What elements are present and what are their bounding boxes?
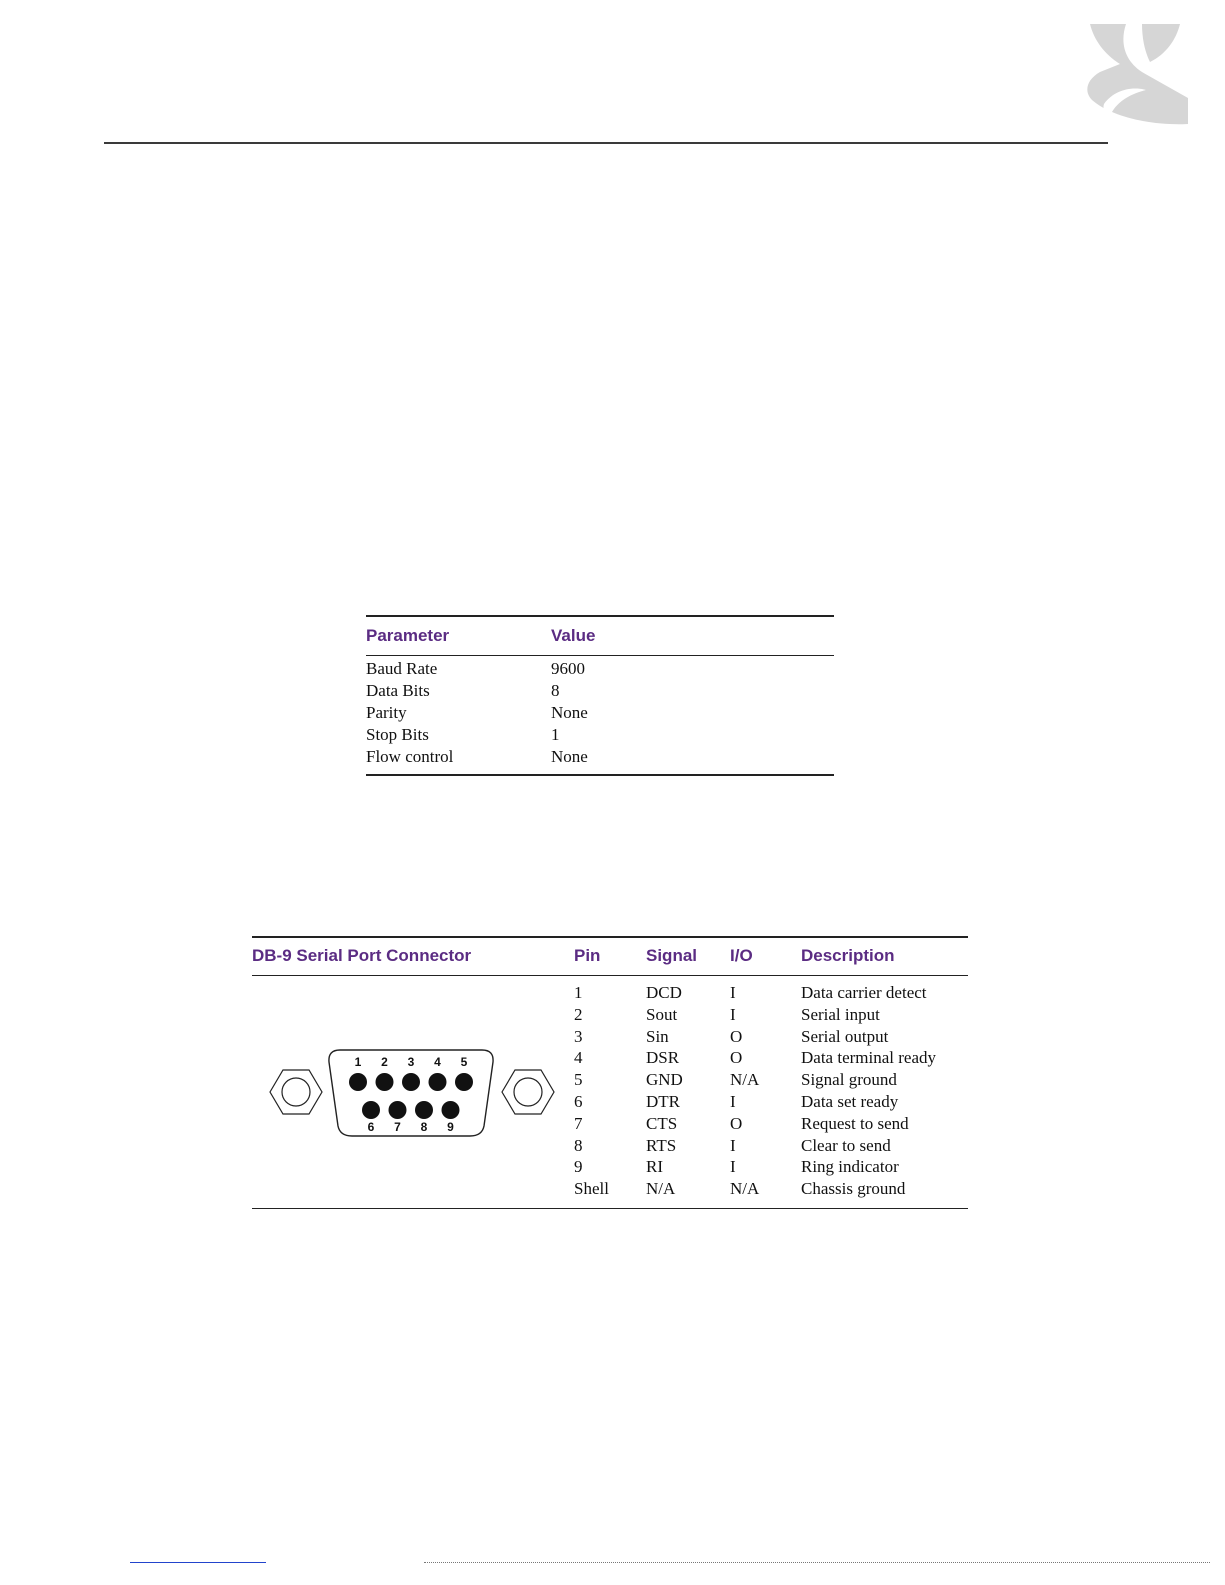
parameter-value: 9600 <box>551 659 585 678</box>
connector-pin-label: 3 <box>407 1055 415 1069</box>
pin-number: 7 <box>574 1113 583 1133</box>
connector-pin <box>415 1101 433 1119</box>
pin-number: 5 <box>574 1070 583 1090</box>
signal-description: Data terminal ready <box>801 1048 936 1068</box>
table-bottom-rule <box>366 774 834 776</box>
connector-pin <box>455 1073 473 1091</box>
db9-connector-icon <box>268 1044 558 1140</box>
signal-description: Clear to send <box>801 1135 891 1155</box>
io-direction: I <box>730 1004 736 1024</box>
connector-pin-label: 1 <box>354 1055 362 1069</box>
signal-name: DSR <box>646 1048 680 1068</box>
io-direction: I <box>730 1135 736 1155</box>
parameter-name: Stop Bits <box>366 725 429 744</box>
io-direction: I <box>730 1091 736 1111</box>
table-header-row <box>366 617 834 655</box>
table-row <box>574 1091 968 1113</box>
io-direction: O <box>730 1113 743 1133</box>
table-header-row <box>252 938 968 975</box>
parameter-value: 1 <box>551 725 560 744</box>
parameter-name: Parity <box>366 703 407 722</box>
signal-name: GND <box>646 1070 683 1090</box>
col-header-signal: Signal <box>646 946 698 965</box>
table-row <box>366 702 834 724</box>
signal-name: Sin <box>646 1026 669 1046</box>
connector-pin <box>349 1073 367 1091</box>
pin-number: 3 <box>574 1026 583 1046</box>
table-bottom-rule <box>252 1208 968 1210</box>
io-direction: O <box>730 1026 743 1046</box>
signal-name: N/A <box>646 1179 676 1199</box>
table-row <box>574 1004 968 1026</box>
db9-pinout-table <box>252 936 968 1209</box>
signal-description: Ring indicator <box>801 1157 899 1177</box>
io-direction: N/A <box>730 1179 760 1199</box>
io-direction: N/A <box>730 1070 760 1090</box>
col-header-connector: DB-9 Serial Port Connector <box>252 946 472 965</box>
signal-description: Serial input <box>801 1004 880 1024</box>
signal-name: RTS <box>646 1135 677 1155</box>
signal-name: RI <box>646 1157 663 1177</box>
parameter-value: None <box>551 747 588 766</box>
parameter-value: None <box>551 703 588 722</box>
io-direction: I <box>730 983 736 1002</box>
connector-pin <box>376 1073 394 1091</box>
signal-description: Chassis ground <box>801 1179 906 1199</box>
table-row <box>574 1113 968 1135</box>
footer-link-underline <box>130 1562 266 1563</box>
connector-pin <box>429 1073 447 1091</box>
io-direction: I <box>730 1157 736 1177</box>
parameter-value: 8 <box>551 681 560 700</box>
connector-pin-label: 4 <box>434 1055 441 1069</box>
pin-number: 8 <box>574 1135 583 1155</box>
table-row <box>574 1047 968 1069</box>
footer-dotted-rule <box>424 1562 1210 1564</box>
connector-pin-label: 8 <box>420 1120 428 1134</box>
col-header-description: Description <box>801 946 895 965</box>
parameter-name: Data Bits <box>366 681 430 700</box>
pin-number: 9 <box>574 1157 583 1177</box>
pin-number: 6 <box>574 1091 583 1111</box>
signal-description: Serial output <box>801 1026 889 1046</box>
connector-pin <box>402 1073 420 1091</box>
brand-logo-icon <box>1080 20 1192 128</box>
connector-pin <box>362 1101 380 1119</box>
col-header-pin: Pin <box>574 946 601 965</box>
table-row <box>574 1178 968 1200</box>
table-row <box>574 982 968 1004</box>
col-header-io: I/O <box>730 946 753 965</box>
col-header-parameter: Parameter <box>366 625 450 645</box>
table-row <box>574 1156 968 1178</box>
connector-pin-label: 6 <box>367 1120 375 1134</box>
connector-pin-label: 5 <box>460 1055 468 1069</box>
table-body <box>366 656 834 774</box>
pin-number: 4 <box>574 1048 583 1068</box>
table-row <box>366 680 834 702</box>
signal-name: DTR <box>646 1091 680 1111</box>
parameter-name: Baud Rate <box>366 659 438 678</box>
header-divider <box>104 142 1108 144</box>
pin-number: Shell <box>574 1179 609 1199</box>
connector-pin-label: 7 <box>394 1120 401 1134</box>
pin-number: 2 <box>574 1004 583 1024</box>
connector-diagram <box>252 982 574 1200</box>
signal-description: Data set ready <box>801 1091 899 1111</box>
signal-description: Signal ground <box>801 1070 897 1090</box>
table-row <box>366 724 834 746</box>
table-row <box>366 658 834 680</box>
table-row <box>574 1135 968 1157</box>
signal-description: Request to send <box>801 1113 909 1133</box>
io-direction: O <box>730 1048 743 1068</box>
connector-pin-label: 9 <box>447 1120 454 1134</box>
signal-description: Data carrier detect <box>801 983 927 1002</box>
connector-pin-label: 2 <box>381 1055 388 1069</box>
connector-pin <box>442 1101 460 1119</box>
serial-settings-table <box>366 615 834 776</box>
table-row <box>366 746 834 768</box>
table-row <box>574 1069 968 1091</box>
connector-pin <box>389 1101 407 1119</box>
pin-number: 1 <box>574 983 583 1002</box>
signal-name: CTS <box>646 1113 678 1133</box>
pinout-rows <box>574 982 968 1200</box>
signal-name: DCD <box>646 983 682 1002</box>
signal-name: Sout <box>646 1004 678 1024</box>
table-row <box>574 1026 968 1048</box>
col-header-value: Value <box>551 625 596 645</box>
parameter-name: Flow control <box>366 747 454 766</box>
